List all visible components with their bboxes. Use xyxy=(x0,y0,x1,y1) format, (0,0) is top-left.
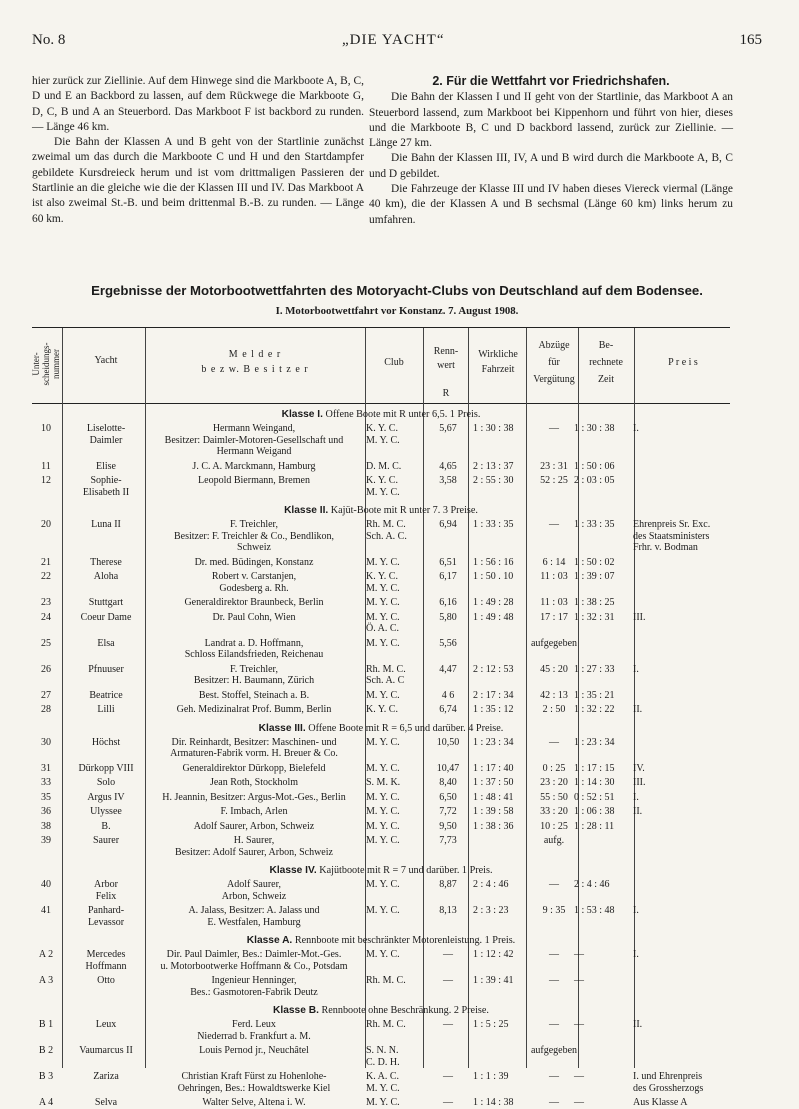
entrant-owner: Geh. Medizinalrat Prof. Bumm, Berlin xyxy=(176,704,332,715)
left-text-column xyxy=(32,74,364,227)
corrected-time: 2 : 03 : 05 xyxy=(574,475,615,486)
actual-time: 1 : 14 : 38 xyxy=(473,1097,514,1108)
table-top-rule xyxy=(32,327,730,328)
club: M. Y. C. xyxy=(366,762,400,774)
prize: I. xyxy=(633,423,639,434)
yacht-name: Lilli xyxy=(97,704,115,715)
row-number: 31 xyxy=(41,762,51,774)
yacht-name: Otto xyxy=(97,975,115,986)
corrected-time: 2 : 4 : 46 xyxy=(574,879,610,890)
race-value: — xyxy=(443,975,453,986)
allowance: 33 : 20 xyxy=(540,806,568,817)
paragraph: Die Bahn der Klassen III, IV, A und B wird durch die Markboote A, B, C und D gebildet. xyxy=(369,152,733,180)
yacht-name: Selva xyxy=(94,1097,118,1108)
allowance: 6 : 14 xyxy=(542,556,566,568)
yacht-name: Solo xyxy=(96,777,116,788)
actual-time: 1 : 49 : 28 xyxy=(473,597,514,608)
corrected-time: 1 : 50 : 06 xyxy=(574,460,615,472)
class-section-heading xyxy=(32,935,730,946)
race-value: — xyxy=(443,1019,453,1030)
race-value: 7,73 xyxy=(439,835,457,846)
entrant-owner: Landrat a. D. Hoffmann, Schloss Eilandsfrieden, Reichenau xyxy=(184,637,324,660)
actual-time: 1 : 30 : 38 xyxy=(473,423,514,434)
column-header-preis: P r e i s xyxy=(668,357,698,368)
section-heading: 2. Für die Wettfahrt vor Friedrichshafen. xyxy=(432,74,670,88)
actual-time: 1 : 49 : 48 xyxy=(473,611,514,623)
allowance: 23 : 31 xyxy=(540,460,568,472)
club: K. A. C. M. Y. C. xyxy=(366,1071,400,1094)
yacht-name: Arbor Felix xyxy=(94,879,118,902)
status-note: aufgegeben xyxy=(530,1045,578,1056)
prize: I. xyxy=(633,791,639,803)
race-value: 4 6 xyxy=(441,689,455,701)
paragraph: hier zurück zur Ziellinie. Auf dem Hinwege sind die Markboote A, B, C, D und E an Backbord zu lassen, auf dem Rückwege die Markboote G, D, C, B und A an Steuerbord. Das Markboot F ist backbord zu runden. — Länge 46 km. xyxy=(32,75,364,133)
issue-number: No. 8 xyxy=(32,32,66,48)
yacht-name: Ulyssee xyxy=(90,806,122,817)
class-description: Rennboote ohne Beschränkung. 2 Preise. xyxy=(321,1005,489,1016)
actual-time: 1 : 35 : 12 xyxy=(473,704,514,715)
allowance: — xyxy=(549,1097,559,1108)
paragraph: Die Bahn der Klassen I und II geht von der Startlinie, das Markboot A an Steuerbord lassend, zum Markboot bei Kippenhorn und führt von hier, dieses und die Markboote B, C und D backbord lassend, zurück zur Ziellinie. — Länge 27 km. xyxy=(369,91,733,150)
race-value: 4,65 xyxy=(439,460,457,472)
row-number: 28 xyxy=(41,704,51,715)
race-value: 6,94 xyxy=(439,519,457,530)
race-value: 6,74 xyxy=(439,704,457,715)
class-section-heading xyxy=(32,409,730,420)
journal-title: „DIE YACHT“ xyxy=(342,32,445,48)
allowance: 17 : 17 xyxy=(540,611,568,623)
allowance: 52 : 25 xyxy=(540,475,568,486)
club: Rh. M. C. xyxy=(366,975,406,986)
entrant-owner: Adolf Saurer, Arbon, Schweiz xyxy=(193,820,315,832)
entrant-owner: F. Imbach, Arlen xyxy=(220,806,288,817)
paragraph: Die Fahrzeuge der Klasse III und IV haben dieses Viereck viermal (Länge 40 km), die der Klassen A und B sechsmal (Länge 60 km) links herum zu umfahren. xyxy=(369,183,733,226)
corrected-time: 1 : 50 : 02 xyxy=(574,556,615,568)
race-value: 6,17 xyxy=(439,571,457,582)
corrected-time: 1 : 23 : 34 xyxy=(574,736,615,748)
club: M. Y. C. xyxy=(366,556,400,568)
class-description: Offene Boote mit R unter 6,5. 1 Preis. xyxy=(325,409,481,420)
club: M. Y. C. xyxy=(366,791,400,803)
actual-time: 2 : 4 : 46 xyxy=(473,879,509,890)
allowance: 2 : 50 xyxy=(542,704,566,715)
yacht-name: Vaumarcus II xyxy=(79,1045,133,1056)
prize: II. xyxy=(633,1019,643,1030)
allowance: — xyxy=(549,949,559,960)
allowance: 45 : 20 xyxy=(540,663,568,675)
row-number: 10 xyxy=(41,423,51,434)
prize: Aus Klasse A xyxy=(633,1097,688,1108)
club: Rh. M. C. Sch. A. C. xyxy=(366,519,407,542)
race-value: 5,80 xyxy=(439,611,457,623)
class-section-heading xyxy=(32,723,730,734)
actual-time: 1 : 39 : 58 xyxy=(473,806,514,817)
prize: IV. xyxy=(633,762,645,774)
club: K. Y. C. M. Y. C. xyxy=(366,475,400,498)
yacht-name: Mercedes Hoffmann xyxy=(85,949,127,972)
entrant-owner: Dir. Paul Daimler, Bes.: Daimler-Mot.-Ges. u. Motorbootwerke Hoffmann & Co., Potsdam xyxy=(160,949,348,972)
right-text-column xyxy=(369,74,733,228)
corrected-time: 1 : 30 : 38 xyxy=(574,423,615,434)
club: K. Y. C. M. Y. C. xyxy=(366,571,400,594)
club: Rh. M. C. xyxy=(366,1019,406,1030)
allowance: — xyxy=(549,736,559,748)
actual-time: 2 : 17 : 34 xyxy=(473,689,514,701)
allowance: — xyxy=(549,423,559,434)
club: M. Y. C. xyxy=(366,820,400,832)
actual-time: 2 : 3 : 23 xyxy=(473,905,509,916)
corrected-time: 1 : 35 : 21 xyxy=(574,689,615,701)
actual-time: 1 : 23 : 34 xyxy=(473,736,514,748)
actual-time: 1 : 50 . 10 xyxy=(473,571,514,582)
entrant-owner: Ingenieur Henninger, Bes.: Gasmotoren-Fabrik Deutz xyxy=(190,975,318,998)
race-value: 5,56 xyxy=(439,637,457,649)
corrected-time: — xyxy=(574,1071,584,1082)
entrant-owner: Louis Pernod jr., Neuchâtel xyxy=(199,1045,309,1056)
race-value: 5,67 xyxy=(439,423,457,434)
corrected-time: 1 : 32 : 31 xyxy=(574,611,615,623)
race-value: 6,50 xyxy=(439,791,457,803)
row-number: 23 xyxy=(41,597,51,608)
actual-time: 1 : 37 : 50 xyxy=(473,777,514,788)
paragraph: Die Bahn der Klassen A und B geht von der Startlinie zunächst zweimal um das durch die Markboote C und H und den Startdampfer gebildete Kursdreieck herum und ist vom drittmaligen Passieren der Startlinie an die gleiche wie die der Klassen III und IV. Das Markboot A ist also zweimal St.-B. und beim drittenmal B.-B. zu runden. — Länge 60 km. xyxy=(32,136,364,225)
yacht-name: Elise xyxy=(96,460,116,472)
row-number: 38 xyxy=(41,820,51,832)
allowance: 42 : 13 xyxy=(540,689,568,701)
race-value: 3,58 xyxy=(439,475,457,486)
entrant-owner: Best. Stoffel, Steinach a. B. xyxy=(198,689,310,701)
prize: I. xyxy=(633,663,639,675)
yacht-name: Beatrice xyxy=(89,689,123,701)
club: S. M. K. xyxy=(366,777,401,788)
prize: II. xyxy=(633,806,643,817)
entrant-owner: Generaldirektor Dürkopp, Bielefeld xyxy=(182,762,326,774)
entrant-owner: Ferd. Leux Niederrad b. Frankfurt a. M. xyxy=(197,1019,311,1042)
allowance: — xyxy=(549,975,559,986)
row-number: A 3 xyxy=(38,975,54,986)
corrected-time: 1 : 28 : 11 xyxy=(574,820,615,832)
club: K. Y. C. M. Y. C. xyxy=(366,423,400,446)
table-header-rule xyxy=(32,403,730,404)
allowance: — xyxy=(549,519,559,530)
actual-time: 1 : 1 : 39 xyxy=(473,1071,509,1082)
row-number: 20 xyxy=(41,519,51,530)
club: M. Y. C. xyxy=(366,1097,400,1108)
entrant-owner: Christian Kraft Fürst zu Hohenlohe- Oehringen, Bes.: Howaldtswerke Kiel xyxy=(177,1071,331,1094)
entrant-owner: H. Saurer, Besitzer: Adolf Saurer, Arbon, Schweiz xyxy=(175,835,333,858)
entrant-owner: J. C. A. Marckmann, Hamburg xyxy=(192,460,316,472)
corrected-time: 1 : 53 : 48 xyxy=(574,905,615,916)
corrected-time: 1 : 17 : 15 xyxy=(574,762,615,774)
yacht-name: Luna II xyxy=(91,519,121,530)
entrant-owner: Jean Roth, Stockholm xyxy=(209,777,299,788)
race-value: 7,72 xyxy=(439,806,457,817)
allowance: 11 : 03 xyxy=(540,571,568,582)
actual-time: 1 : 5 : 25 xyxy=(473,1019,509,1030)
row-number: 22 xyxy=(41,571,51,582)
class-name: Klasse IV. xyxy=(269,865,317,876)
corrected-time: — xyxy=(574,1019,584,1030)
column-header-club: Club xyxy=(384,357,404,368)
entrant-owner: F. Treichler, Besitzer: H. Baumann, Zürich xyxy=(193,663,315,686)
status-note: aufgegeben xyxy=(530,637,578,649)
yacht-name: Leux xyxy=(95,1019,117,1030)
corrected-time: 1 : 06 : 38 xyxy=(574,806,615,817)
column-header-berechnete-zeit: Be- rechnete Zeit xyxy=(589,340,623,385)
club: Rh. M. C. Sch. A. C xyxy=(366,663,406,686)
prize: III. xyxy=(633,611,646,623)
race-value: — xyxy=(443,1071,453,1082)
entrant-owner: Generaldirektor Braunbeck, Berlin xyxy=(184,597,324,608)
corrected-time: 0 : 52 : 51 xyxy=(574,791,615,803)
race-value: 9,50 xyxy=(439,820,457,832)
page-number: 165 xyxy=(739,32,762,48)
row-number: A 4 xyxy=(38,1097,54,1108)
club: K. Y. C. xyxy=(366,704,398,715)
allowance: 11 : 03 xyxy=(540,597,568,608)
yacht-name: Pfnuuser xyxy=(88,663,124,675)
row-number: 35 xyxy=(41,791,51,803)
row-number: 30 xyxy=(41,736,51,748)
club: M. Y. C. xyxy=(366,806,400,817)
corrected-time: 1 : 39 : 07 xyxy=(574,571,615,582)
results-title: Ergebnisse der Motorbootwettfahrten des Motoryacht-Clubs von Deutschland auf dem Bodensee. xyxy=(91,283,703,298)
entrant-owner: F. Treichler, Besitzer: F. Treichler & Co., Bendlikon, Schweiz xyxy=(173,519,335,553)
actual-time: 1 : 17 : 40 xyxy=(473,762,514,774)
row-number: 40 xyxy=(41,879,51,890)
corrected-time: — xyxy=(574,949,584,960)
row-number: 24 xyxy=(41,611,51,623)
column-header-melder: M e l d e r b e z w. B e s i t z e r xyxy=(201,349,309,375)
yacht-name: Elsa xyxy=(97,637,115,649)
entrant-owner: Hermann Weingand, Besitzer: Daimler-Motoren-Gesellschaft und Hermann Weigand xyxy=(164,423,344,457)
club: M. Y. C. Ö. A. C. xyxy=(366,611,400,634)
row-number: 41 xyxy=(41,905,51,916)
row-number: 26 xyxy=(41,663,51,675)
row-number: A 2 xyxy=(38,949,54,960)
class-name: Klasse II. xyxy=(284,505,329,516)
race-value: 10,47 xyxy=(436,762,460,774)
entrant-owner: Leopold Biermann, Bremen xyxy=(198,475,310,486)
entrant-owner: Robert v. Carstanjen, Godesberg a. Rh. xyxy=(211,571,297,594)
entrant-owner: Dr. med. Büdingen, Konstanz xyxy=(194,556,314,568)
race-value: 4,47 xyxy=(439,663,457,675)
club: M. Y. C. xyxy=(366,835,400,846)
corrected-time: — xyxy=(574,975,584,986)
column-header-rennwert: Renn- wert R xyxy=(433,346,459,399)
column-divider xyxy=(62,328,63,1068)
race-value: 8,13 xyxy=(439,905,457,916)
column-header-fahrzeit: Wirkliche Fahrzeit xyxy=(478,349,518,375)
prize: II. xyxy=(633,704,643,715)
club: S. N. N. C. D. H. xyxy=(366,1045,400,1068)
corrected-time: 1 : 33 : 35 xyxy=(574,519,615,530)
actual-time: 2 : 55 : 30 xyxy=(473,475,514,486)
yacht-name: Dürkopp VIII xyxy=(78,762,134,774)
row-number: 11 xyxy=(41,460,51,472)
club: M. Y. C. xyxy=(366,689,400,701)
entrant-owner: Dr. Paul Cohn, Wien xyxy=(212,611,296,623)
yacht-name: Liselotte- Daimler xyxy=(86,423,126,446)
column-header-yacht: Yacht xyxy=(94,355,118,366)
allowance: 10 : 25 xyxy=(540,820,568,832)
class-name: Klasse I. xyxy=(281,409,323,420)
entrant-owner: Walter Selve, Altena i. W. xyxy=(202,1097,306,1108)
row-number: 33 xyxy=(41,777,51,788)
yacht-name: Panhard- Levassor xyxy=(87,905,125,928)
row-number: 12 xyxy=(41,475,51,486)
column-header-abzuege: Abzüge für Vergütung xyxy=(533,340,575,385)
corrected-time: 1 : 27 : 33 xyxy=(574,663,615,675)
race-value: 8,87 xyxy=(439,879,457,890)
allowance: aufg. xyxy=(543,835,565,846)
results-subtitle: I. Motorbootwettfahrt vor Konstanz. 7. August 1908. xyxy=(275,305,519,317)
yacht-name: Argus IV xyxy=(87,791,125,803)
race-value: 10,50 xyxy=(436,736,460,748)
yacht-name: Therese xyxy=(90,556,122,568)
class-section-heading xyxy=(32,505,730,516)
yacht-name: Sophie- Elisabeth II xyxy=(82,475,130,498)
club: M. Y. C. xyxy=(366,736,400,748)
results-table xyxy=(31,323,730,1108)
actual-time: 1 : 33 : 35 xyxy=(473,519,514,530)
actual-time: 1 : 48 : 41 xyxy=(473,791,514,803)
entrant-owner: A. Jalass, Besitzer: A. Jalass und E. Westfalen, Hamburg xyxy=(188,905,320,928)
yacht-name: B. xyxy=(101,820,111,832)
actual-time: 1 : 56 : 16 xyxy=(473,556,514,568)
row-number: 21 xyxy=(41,556,51,568)
allowance: — xyxy=(549,1071,559,1082)
row-number: 36 xyxy=(41,806,51,817)
allowance: 55 : 50 xyxy=(540,791,568,803)
yacht-name: Zariza xyxy=(93,1071,119,1082)
corrected-time: 1 : 38 : 25 xyxy=(574,597,615,608)
allowance: 23 : 20 xyxy=(540,777,568,788)
allowance: 0 : 25 xyxy=(542,762,566,774)
entrant-owner: Dir. Reinhardt, Besitzer: Maschinen- und Armaturen-Fabrik vorm. H. Breuer & Co. xyxy=(170,736,338,759)
class-section-heading xyxy=(32,865,730,876)
allowance: — xyxy=(549,879,559,890)
corrected-time: 1 : 14 : 30 xyxy=(574,777,615,788)
prize: III. xyxy=(633,777,646,788)
class-description: Rennboote mit beschränkter Motorenleistung. 1 Preis. xyxy=(294,935,516,946)
race-value: — xyxy=(443,949,453,960)
actual-time: 1 : 39 : 41 xyxy=(473,975,514,986)
row-number: B 2 xyxy=(38,1045,54,1056)
prize: Ehrenpreis Sr. Exc. des Staatsministers Frhr. v. Bodman xyxy=(633,519,711,553)
class-name: Klasse A. xyxy=(246,935,293,946)
actual-time: 1 : 38 : 36 xyxy=(473,820,514,832)
class-description: Kajütboote mit R = 7 und darüber. 1 Preis. xyxy=(319,865,493,876)
club: M. Y. C. xyxy=(366,597,400,608)
club: M. Y. C. xyxy=(366,905,400,916)
row-number: 27 xyxy=(41,689,51,701)
actual-time: 2 : 13 : 37 xyxy=(473,460,514,472)
prize: I. und Ehrenpreis des Grossherzogs xyxy=(633,1071,704,1094)
row-number: 25 xyxy=(41,637,51,649)
club: M. Y. C. xyxy=(366,949,400,960)
row-number: 39 xyxy=(41,835,51,846)
yacht-name: Coeur Dame xyxy=(80,611,132,623)
yacht-name: Saurer xyxy=(92,835,120,846)
club: M. Y. C. xyxy=(366,637,400,649)
class-name: Klasse III. xyxy=(258,722,306,734)
actual-time: 2 : 12 : 53 xyxy=(473,663,514,675)
corrected-time: — xyxy=(574,1097,584,1108)
yacht-name: Höchst xyxy=(91,736,121,748)
column-header-number: Unter- scheidungs- nummer xyxy=(31,342,61,386)
entrant-owner: H. Jeannin, Besitzer: Argus-Mot.-Ges., Berlin xyxy=(162,791,346,803)
class-name: Klasse B. xyxy=(273,1005,319,1016)
race-value: — xyxy=(443,1097,453,1108)
allowance: 9 : 35 xyxy=(542,905,566,916)
club: M. Y. C. xyxy=(366,879,400,890)
class-description: Kajüt-Boote mit R unter 7. 3 Preise. xyxy=(330,505,478,516)
class-description: Offene Boote mit R = 6,5 und darüber. 4 Preise. xyxy=(308,722,504,734)
race-value: 8,40 xyxy=(439,777,457,788)
corrected-time: 1 : 32 : 22 xyxy=(574,704,615,715)
row-number: B 3 xyxy=(38,1071,54,1082)
race-value: 6,16 xyxy=(439,597,457,608)
yacht-name: Stuttgart xyxy=(88,597,124,608)
row-number: B 1 xyxy=(38,1019,54,1030)
race-value: 6,51 xyxy=(439,556,457,568)
club: D. M. C. xyxy=(366,460,402,472)
entrant-owner: Adolf Saurer, Arbon, Schweiz xyxy=(221,879,287,902)
prize: I. xyxy=(633,949,639,960)
allowance: — xyxy=(549,1019,559,1030)
actual-time: 1 : 12 : 42 xyxy=(473,949,514,960)
prize: I. xyxy=(633,905,639,916)
class-section-heading xyxy=(32,1005,730,1016)
yacht-name: Aloha xyxy=(93,571,119,582)
page-header xyxy=(32,32,762,54)
